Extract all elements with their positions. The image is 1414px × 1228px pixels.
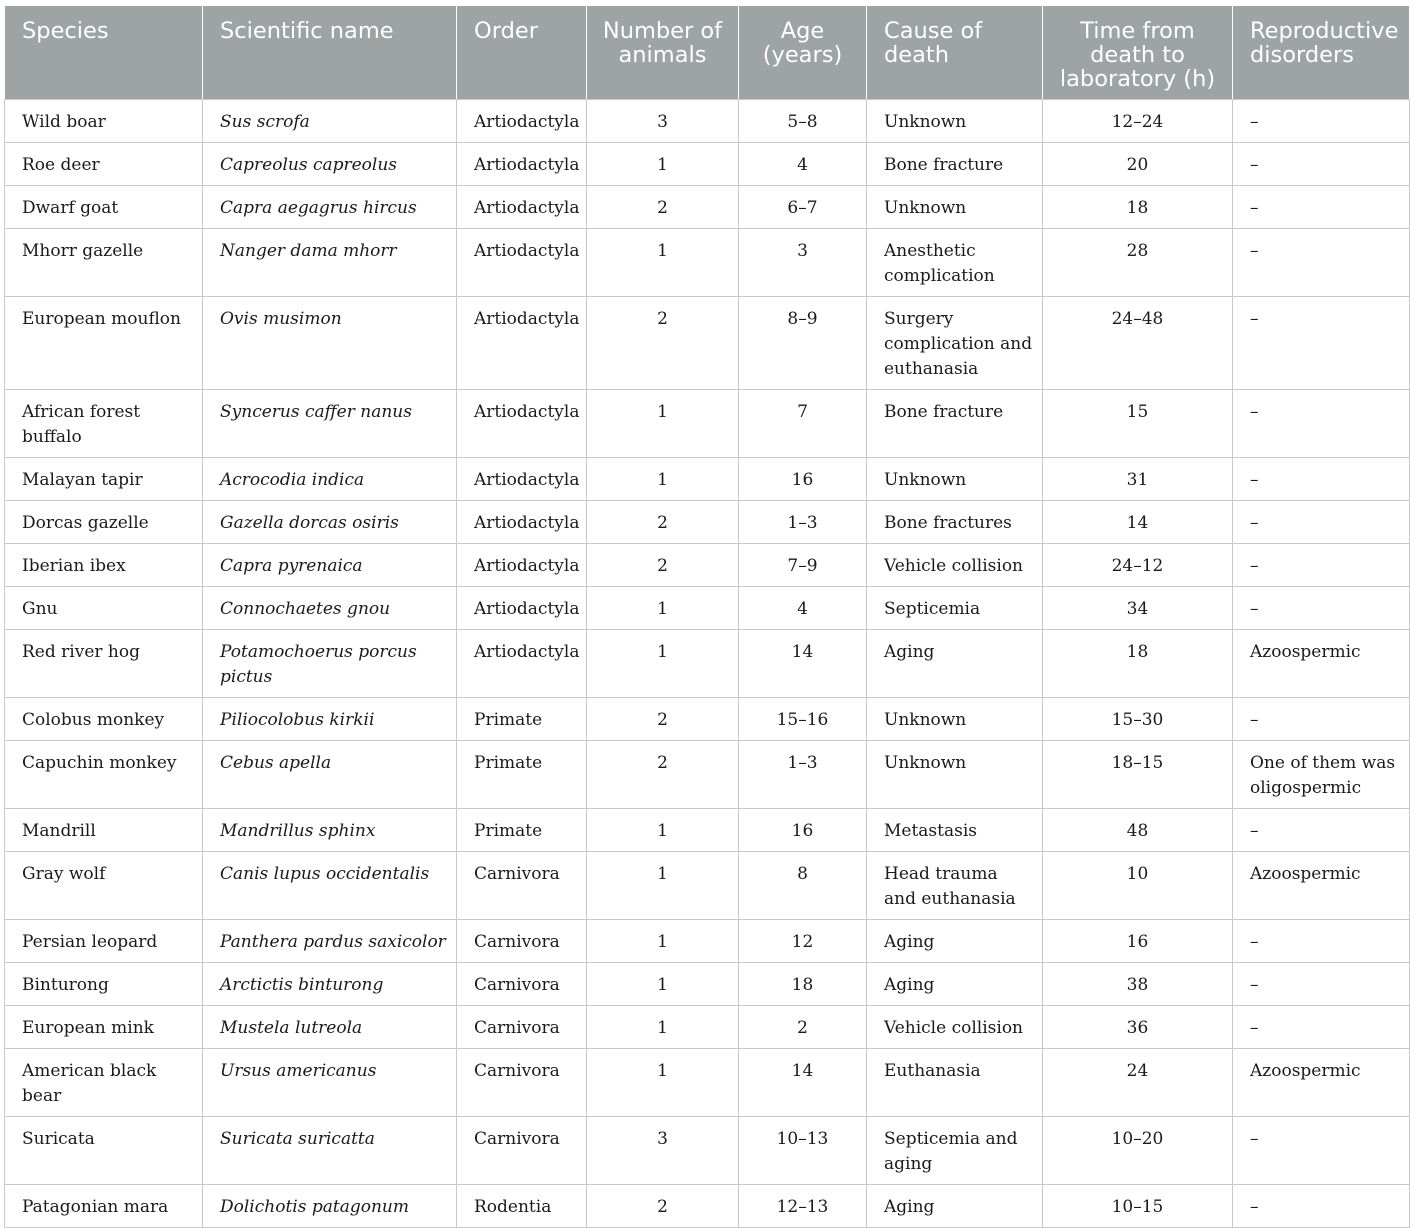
- cell-species: African forest buffalo: [5, 390, 203, 458]
- cell-number-of-animals: 3: [587, 100, 739, 143]
- cell-age: 14: [739, 630, 867, 698]
- cell-number-of-animals: 1: [587, 587, 739, 630]
- cell-number-of-animals: 1: [587, 809, 739, 852]
- table-row: [5, 852, 1410, 920]
- cell-scientific-name: Connochaetes gnou: [203, 587, 457, 630]
- cell-scientific-name: Sus scrofa: [203, 100, 457, 143]
- cell-species: Wild boar: [5, 100, 203, 143]
- cell-scientific-name: Piliocolobus kirkii: [203, 698, 457, 741]
- cell-time-to-lab: 24–12: [1043, 544, 1233, 587]
- header-order: Order: [457, 6, 587, 100]
- cell-time-to-lab: 31: [1043, 458, 1233, 501]
- cell-reproductive-disorders: –: [1233, 297, 1410, 390]
- cell-cause-of-death: Vehicle collision: [867, 544, 1043, 587]
- cell-number-of-animals: 2: [587, 698, 739, 741]
- header-number-of-animals: Number of animals: [587, 6, 739, 100]
- cell-reproductive-disorders: –: [1233, 143, 1410, 186]
- table-body: [5, 100, 1410, 1228]
- cell-time-to-lab: 48: [1043, 809, 1233, 852]
- cell-order: Primate: [457, 741, 587, 809]
- cell-cause-of-death: Bone fractures: [867, 501, 1043, 544]
- cell-age: 15–16: [739, 698, 867, 741]
- table-row: [5, 100, 1410, 143]
- cell-reproductive-disorders: –: [1233, 963, 1410, 1006]
- cell-cause-of-death: Aging: [867, 920, 1043, 963]
- cell-scientific-name: Dolichotis patagonum: [203, 1185, 457, 1228]
- cell-reproductive-disorders: –: [1233, 458, 1410, 501]
- table-row: [5, 229, 1410, 297]
- cell-species: Mhorr gazelle: [5, 229, 203, 297]
- cell-time-to-lab: 12–24: [1043, 100, 1233, 143]
- cell-time-to-lab: 16: [1043, 920, 1233, 963]
- cell-number-of-animals: 2: [587, 741, 739, 809]
- cell-cause-of-death: Aging: [867, 630, 1043, 698]
- cell-age: 16: [739, 458, 867, 501]
- table-row: [5, 390, 1410, 458]
- cell-age: 18: [739, 963, 867, 1006]
- cell-species: Suricata: [5, 1117, 203, 1185]
- cell-reproductive-disorders: –: [1233, 1185, 1410, 1228]
- cell-age: 4: [739, 587, 867, 630]
- cell-reproductive-disorders: –: [1233, 544, 1410, 587]
- cell-scientific-name: Acrocodia indica: [203, 458, 457, 501]
- cell-number-of-animals: 2: [587, 544, 739, 587]
- header-age: Age (years): [739, 6, 867, 100]
- cell-reproductive-disorders: –: [1233, 698, 1410, 741]
- cell-order: Artiodactyla: [457, 390, 587, 458]
- table-row: [5, 143, 1410, 186]
- cell-species: Dwarf goat: [5, 186, 203, 229]
- cell-number-of-animals: 2: [587, 297, 739, 390]
- table-row: [5, 1185, 1410, 1228]
- cell-time-to-lab: 18: [1043, 186, 1233, 229]
- cell-number-of-animals: 2: [587, 1185, 739, 1228]
- cell-order: Artiodactyla: [457, 297, 587, 390]
- cell-cause-of-death: Vehicle collision: [867, 1006, 1043, 1049]
- cell-number-of-animals: 1: [587, 143, 739, 186]
- cell-age: 1–3: [739, 501, 867, 544]
- cell-order: Artiodactyla: [457, 100, 587, 143]
- cell-scientific-name: Ovis musimon: [203, 297, 457, 390]
- cell-age: 14: [739, 1049, 867, 1117]
- cell-reproductive-disorders: –: [1233, 501, 1410, 544]
- cell-reproductive-disorders: –: [1233, 100, 1410, 143]
- cell-cause-of-death: Euthanasia: [867, 1049, 1043, 1117]
- cell-cause-of-death: Unknown: [867, 186, 1043, 229]
- cell-age: 10–13: [739, 1117, 867, 1185]
- cell-number-of-animals: 1: [587, 630, 739, 698]
- cell-age: 8–9: [739, 297, 867, 390]
- cell-scientific-name: Capreolus capreolus: [203, 143, 457, 186]
- cell-age: 7: [739, 390, 867, 458]
- table-row: [5, 920, 1410, 963]
- header-cause-of-death: Cause of death: [867, 6, 1043, 100]
- cell-cause-of-death: Bone fracture: [867, 143, 1043, 186]
- cell-species: Patagonian mara: [5, 1185, 203, 1228]
- cell-number-of-animals: 1: [587, 963, 739, 1006]
- table-row: [5, 630, 1410, 698]
- cell-reproductive-disorders: One of them was oligospermic: [1233, 741, 1410, 809]
- cell-order: Artiodactyla: [457, 458, 587, 501]
- cell-reproductive-disorders: Azoospermic: [1233, 630, 1410, 698]
- cell-cause-of-death: Unknown: [867, 698, 1043, 741]
- cell-time-to-lab: 28: [1043, 229, 1233, 297]
- cell-cause-of-death: Septicemia and aging: [867, 1117, 1043, 1185]
- cell-time-to-lab: 14: [1043, 501, 1233, 544]
- cell-cause-of-death: Unknown: [867, 458, 1043, 501]
- cell-number-of-animals: 2: [587, 501, 739, 544]
- cell-time-to-lab: 24: [1043, 1049, 1233, 1117]
- cell-time-to-lab: 15–30: [1043, 698, 1233, 741]
- cell-cause-of-death: Bone fracture: [867, 390, 1043, 458]
- cell-scientific-name: Mandrillus sphinx: [203, 809, 457, 852]
- cell-number-of-animals: 1: [587, 920, 739, 963]
- table-row: [5, 698, 1410, 741]
- header-scientific-name: Scientific name: [203, 6, 457, 100]
- cell-species: Capuchin monkey: [5, 741, 203, 809]
- cell-time-to-lab: 18: [1043, 630, 1233, 698]
- cell-reproductive-disorders: –: [1233, 229, 1410, 297]
- table-row: [5, 587, 1410, 630]
- cell-scientific-name: Panthera pardus saxicolor: [203, 920, 457, 963]
- cell-species: Iberian ibex: [5, 544, 203, 587]
- cell-scientific-name: Capra aegagrus hircus: [203, 186, 457, 229]
- cell-number-of-animals: 1: [587, 229, 739, 297]
- cell-age: 6–7: [739, 186, 867, 229]
- cell-time-to-lab: 34: [1043, 587, 1233, 630]
- cell-cause-of-death: Unknown: [867, 100, 1043, 143]
- table-row: [5, 186, 1410, 229]
- cell-reproductive-disorders: –: [1233, 920, 1410, 963]
- cell-scientific-name: Gazella dorcas osiris: [203, 501, 457, 544]
- table-row: [5, 741, 1410, 809]
- header-time-to-lab: Time from death to laboratory (h): [1043, 6, 1233, 100]
- cell-time-to-lab: 10–15: [1043, 1185, 1233, 1228]
- cell-age: 8: [739, 852, 867, 920]
- cell-order: Carnivora: [457, 1049, 587, 1117]
- cell-order: Primate: [457, 698, 587, 741]
- cell-order: Artiodactyla: [457, 501, 587, 544]
- cell-species: Gray wolf: [5, 852, 203, 920]
- cell-scientific-name: Ursus americanus: [203, 1049, 457, 1117]
- cell-time-to-lab: 18–15: [1043, 741, 1233, 809]
- table-row: [5, 809, 1410, 852]
- cell-time-to-lab: 38: [1043, 963, 1233, 1006]
- cell-reproductive-disorders: –: [1233, 1006, 1410, 1049]
- cell-cause-of-death: Aging: [867, 963, 1043, 1006]
- cell-number-of-animals: 3: [587, 1117, 739, 1185]
- cell-order: Artiodactyla: [457, 544, 587, 587]
- cell-age: 4: [739, 143, 867, 186]
- cell-age: 5–8: [739, 100, 867, 143]
- table-row: [5, 297, 1410, 390]
- table-row: [5, 1117, 1410, 1185]
- header-reproductive-disorders: Reproductive disorders: [1233, 6, 1410, 100]
- table-row: [5, 1006, 1410, 1049]
- header-species: Species: [5, 6, 203, 100]
- cell-reproductive-disorders: –: [1233, 390, 1410, 458]
- cell-number-of-animals: 1: [587, 1049, 739, 1117]
- cell-age: 16: [739, 809, 867, 852]
- cell-scientific-name: Mustela lutreola: [203, 1006, 457, 1049]
- cell-number-of-animals: 1: [587, 852, 739, 920]
- cell-order: Artiodactyla: [457, 229, 587, 297]
- cell-age: 2: [739, 1006, 867, 1049]
- cell-scientific-name: Potamochoerus porcus pictus: [203, 630, 457, 698]
- header-row: [5, 6, 1410, 100]
- cell-order: Carnivora: [457, 1006, 587, 1049]
- cell-species: European mouflon: [5, 297, 203, 390]
- table-row: [5, 544, 1410, 587]
- cell-species: Colobus monkey: [5, 698, 203, 741]
- cell-order: Artiodactyla: [457, 587, 587, 630]
- cell-order: Primate: [457, 809, 587, 852]
- cell-scientific-name: Suricata suricatta: [203, 1117, 457, 1185]
- cell-cause-of-death: Septicemia: [867, 587, 1043, 630]
- cell-order: Rodentia: [457, 1185, 587, 1228]
- cell-reproductive-disorders: –: [1233, 587, 1410, 630]
- cell-species: Gnu: [5, 587, 203, 630]
- cell-age: 1–3: [739, 741, 867, 809]
- cell-age: 7–9: [739, 544, 867, 587]
- table-row: [5, 458, 1410, 501]
- cell-cause-of-death: Unknown: [867, 741, 1043, 809]
- table-row: [5, 501, 1410, 544]
- cell-species: Roe deer: [5, 143, 203, 186]
- cell-time-to-lab: 20: [1043, 143, 1233, 186]
- cell-scientific-name: Nanger dama mhorr: [203, 229, 457, 297]
- cell-order: Artiodactyla: [457, 143, 587, 186]
- table-row: [5, 1049, 1410, 1117]
- cell-species: European mink: [5, 1006, 203, 1049]
- cell-cause-of-death: Anesthetic complication: [867, 229, 1043, 297]
- cell-time-to-lab: 24–48: [1043, 297, 1233, 390]
- cell-species: Dorcas gazelle: [5, 501, 203, 544]
- cell-reproductive-disorders: –: [1233, 186, 1410, 229]
- cell-time-to-lab: 10: [1043, 852, 1233, 920]
- cell-order: Carnivora: [457, 1117, 587, 1185]
- species-table: [4, 5, 1410, 1228]
- cell-scientific-name: Cebus apella: [203, 741, 457, 809]
- cell-species: American black bear: [5, 1049, 203, 1117]
- cell-species: Mandrill: [5, 809, 203, 852]
- cell-order: Carnivora: [457, 852, 587, 920]
- cell-reproductive-disorders: –: [1233, 1117, 1410, 1185]
- cell-scientific-name: Syncerus caffer nanus: [203, 390, 457, 458]
- cell-number-of-animals: 2: [587, 186, 739, 229]
- cell-number-of-animals: 1: [587, 458, 739, 501]
- cell-reproductive-disorders: Azoospermic: [1233, 1049, 1410, 1117]
- cell-time-to-lab: 15: [1043, 390, 1233, 458]
- cell-scientific-name: Arctictis binturong: [203, 963, 457, 1006]
- cell-species: Binturong: [5, 963, 203, 1006]
- cell-cause-of-death: Head trauma and euthanasia: [867, 852, 1043, 920]
- table-header: [5, 6, 1410, 100]
- cell-species: Persian leopard: [5, 920, 203, 963]
- cell-time-to-lab: 10–20: [1043, 1117, 1233, 1185]
- cell-cause-of-death: Aging: [867, 1185, 1043, 1228]
- cell-cause-of-death: Surgery complication and euthanasia: [867, 297, 1043, 390]
- cell-species: Red river hog: [5, 630, 203, 698]
- cell-age: 3: [739, 229, 867, 297]
- cell-reproductive-disorders: Azoospermic: [1233, 852, 1410, 920]
- cell-age: 12: [739, 920, 867, 963]
- cell-scientific-name: Capra pyrenaica: [203, 544, 457, 587]
- cell-age: 12–13: [739, 1185, 867, 1228]
- cell-order: Carnivora: [457, 963, 587, 1006]
- cell-order: Carnivora: [457, 920, 587, 963]
- cell-order: Artiodactyla: [457, 630, 587, 698]
- cell-cause-of-death: Metastasis: [867, 809, 1043, 852]
- cell-reproductive-disorders: –: [1233, 809, 1410, 852]
- cell-order: Artiodactyla: [457, 186, 587, 229]
- cell-time-to-lab: 36: [1043, 1006, 1233, 1049]
- cell-species: Malayan tapir: [5, 458, 203, 501]
- table-row: [5, 963, 1410, 1006]
- cell-scientific-name: Canis lupus occidentalis: [203, 852, 457, 920]
- cell-number-of-animals: 1: [587, 1006, 739, 1049]
- cell-number-of-animals: 1: [587, 390, 739, 458]
